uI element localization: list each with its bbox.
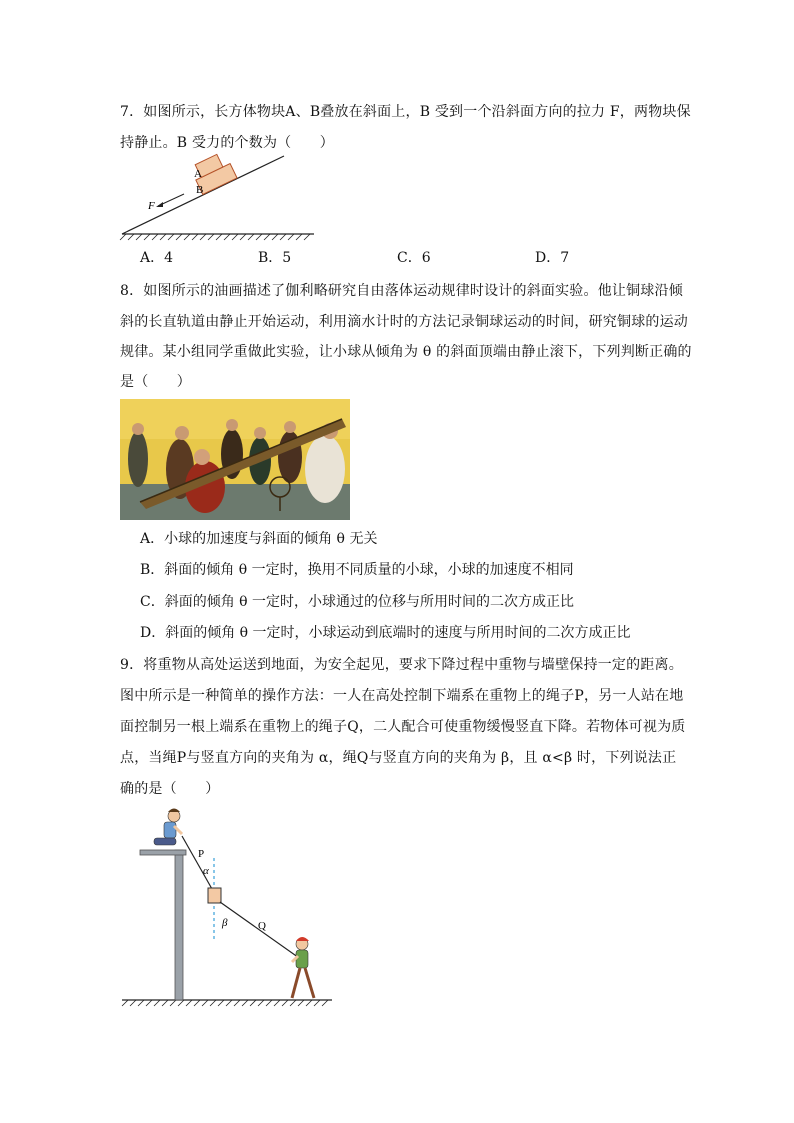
label-p: P [198, 848, 205, 860]
q9-text-line-4: 点，当绳P与竖直方向的夹角为 α，绳Q与竖直方向的夹角为 β，且 α<β 时，下列说法正 [120, 750, 677, 766]
q8-text-line-4: 是（ ） [120, 374, 191, 390]
q8-option-b: B．斜面的倾角 θ 一定时，换用不同质量的小球，小球的加速度不相同 [140, 562, 574, 578]
q9-text-line-3: 面控制另一根上端系在重物上的绳子Q，二人配合可使重物缓慢竖直下降。若物体可视为质 [120, 719, 686, 735]
q9-rope-figure [120, 802, 340, 1012]
top-person [154, 809, 182, 846]
galileo-painting-image [120, 399, 350, 520]
q7-option-c: C．6 [397, 250, 431, 266]
rope-p [182, 836, 212, 889]
q8-option-d: D．斜面的倾角 θ 一定时，小球运动到底端时的速度与所用时间的二次方成正比 [140, 625, 631, 641]
label-beta: β [222, 917, 228, 929]
q7-option-d: D．7 [535, 250, 570, 266]
q9-text-line-1: 9．将重物从高处运送到地面，为安全起见，要求下降过程中重物与墙壁保持一定的距离。 [120, 657, 683, 673]
q7-option-b: B．5 [258, 250, 292, 266]
label-force: F [148, 200, 155, 212]
q8-text-line-3: 规律。某小组同学重做此实验，让小球从倾角为 θ 的斜面顶端由静止滚下，下列判断正确的 [120, 344, 692, 360]
platform [140, 850, 186, 855]
wall-pole [175, 850, 183, 1000]
label-q: Q [258, 920, 266, 932]
hanging-object [208, 888, 221, 903]
q8-text-line-1: 8．如图所示的油画描述了伽利略研究自由落体运动规律时设计的斜面实验。他让铜球沿倾 [120, 283, 683, 299]
q8-option-c: C．斜面的倾角 θ 一定时，小球通过的位移与所用时间的二次方成正比 [140, 594, 575, 610]
label-a: A [194, 168, 202, 180]
q7-text-line-2: 持静止。B 受力的个数为（ ） [120, 135, 334, 151]
q8-option-a: A．小球的加速度与斜面的倾角 θ 无关 [140, 531, 378, 547]
q9-text-line-2: 图中所示是一种简单的操作方法：一人在高处控制下端系在重物上的绳子P，另一人站在地 [120, 688, 684, 704]
q7-text-line-1: 7．如图所示，长方体物块A、B叠放在斜面上，B 受到一个沿斜面方向的拉力 F，两物块保 [120, 104, 691, 120]
q9-text-line-5: 确的是（ ） [120, 781, 220, 797]
q7-incline-figure [118, 152, 328, 244]
q7-option-a: A．4 [140, 250, 174, 266]
label-b: B [196, 184, 204, 196]
label-alpha: α [203, 865, 209, 877]
bottom-person [292, 937, 314, 998]
q8-text-line-2: 斜的长直轨道由静止开始运动，利用滴水计时的方法记录铜球运动的时间，研究铜球的运动 [120, 314, 688, 330]
